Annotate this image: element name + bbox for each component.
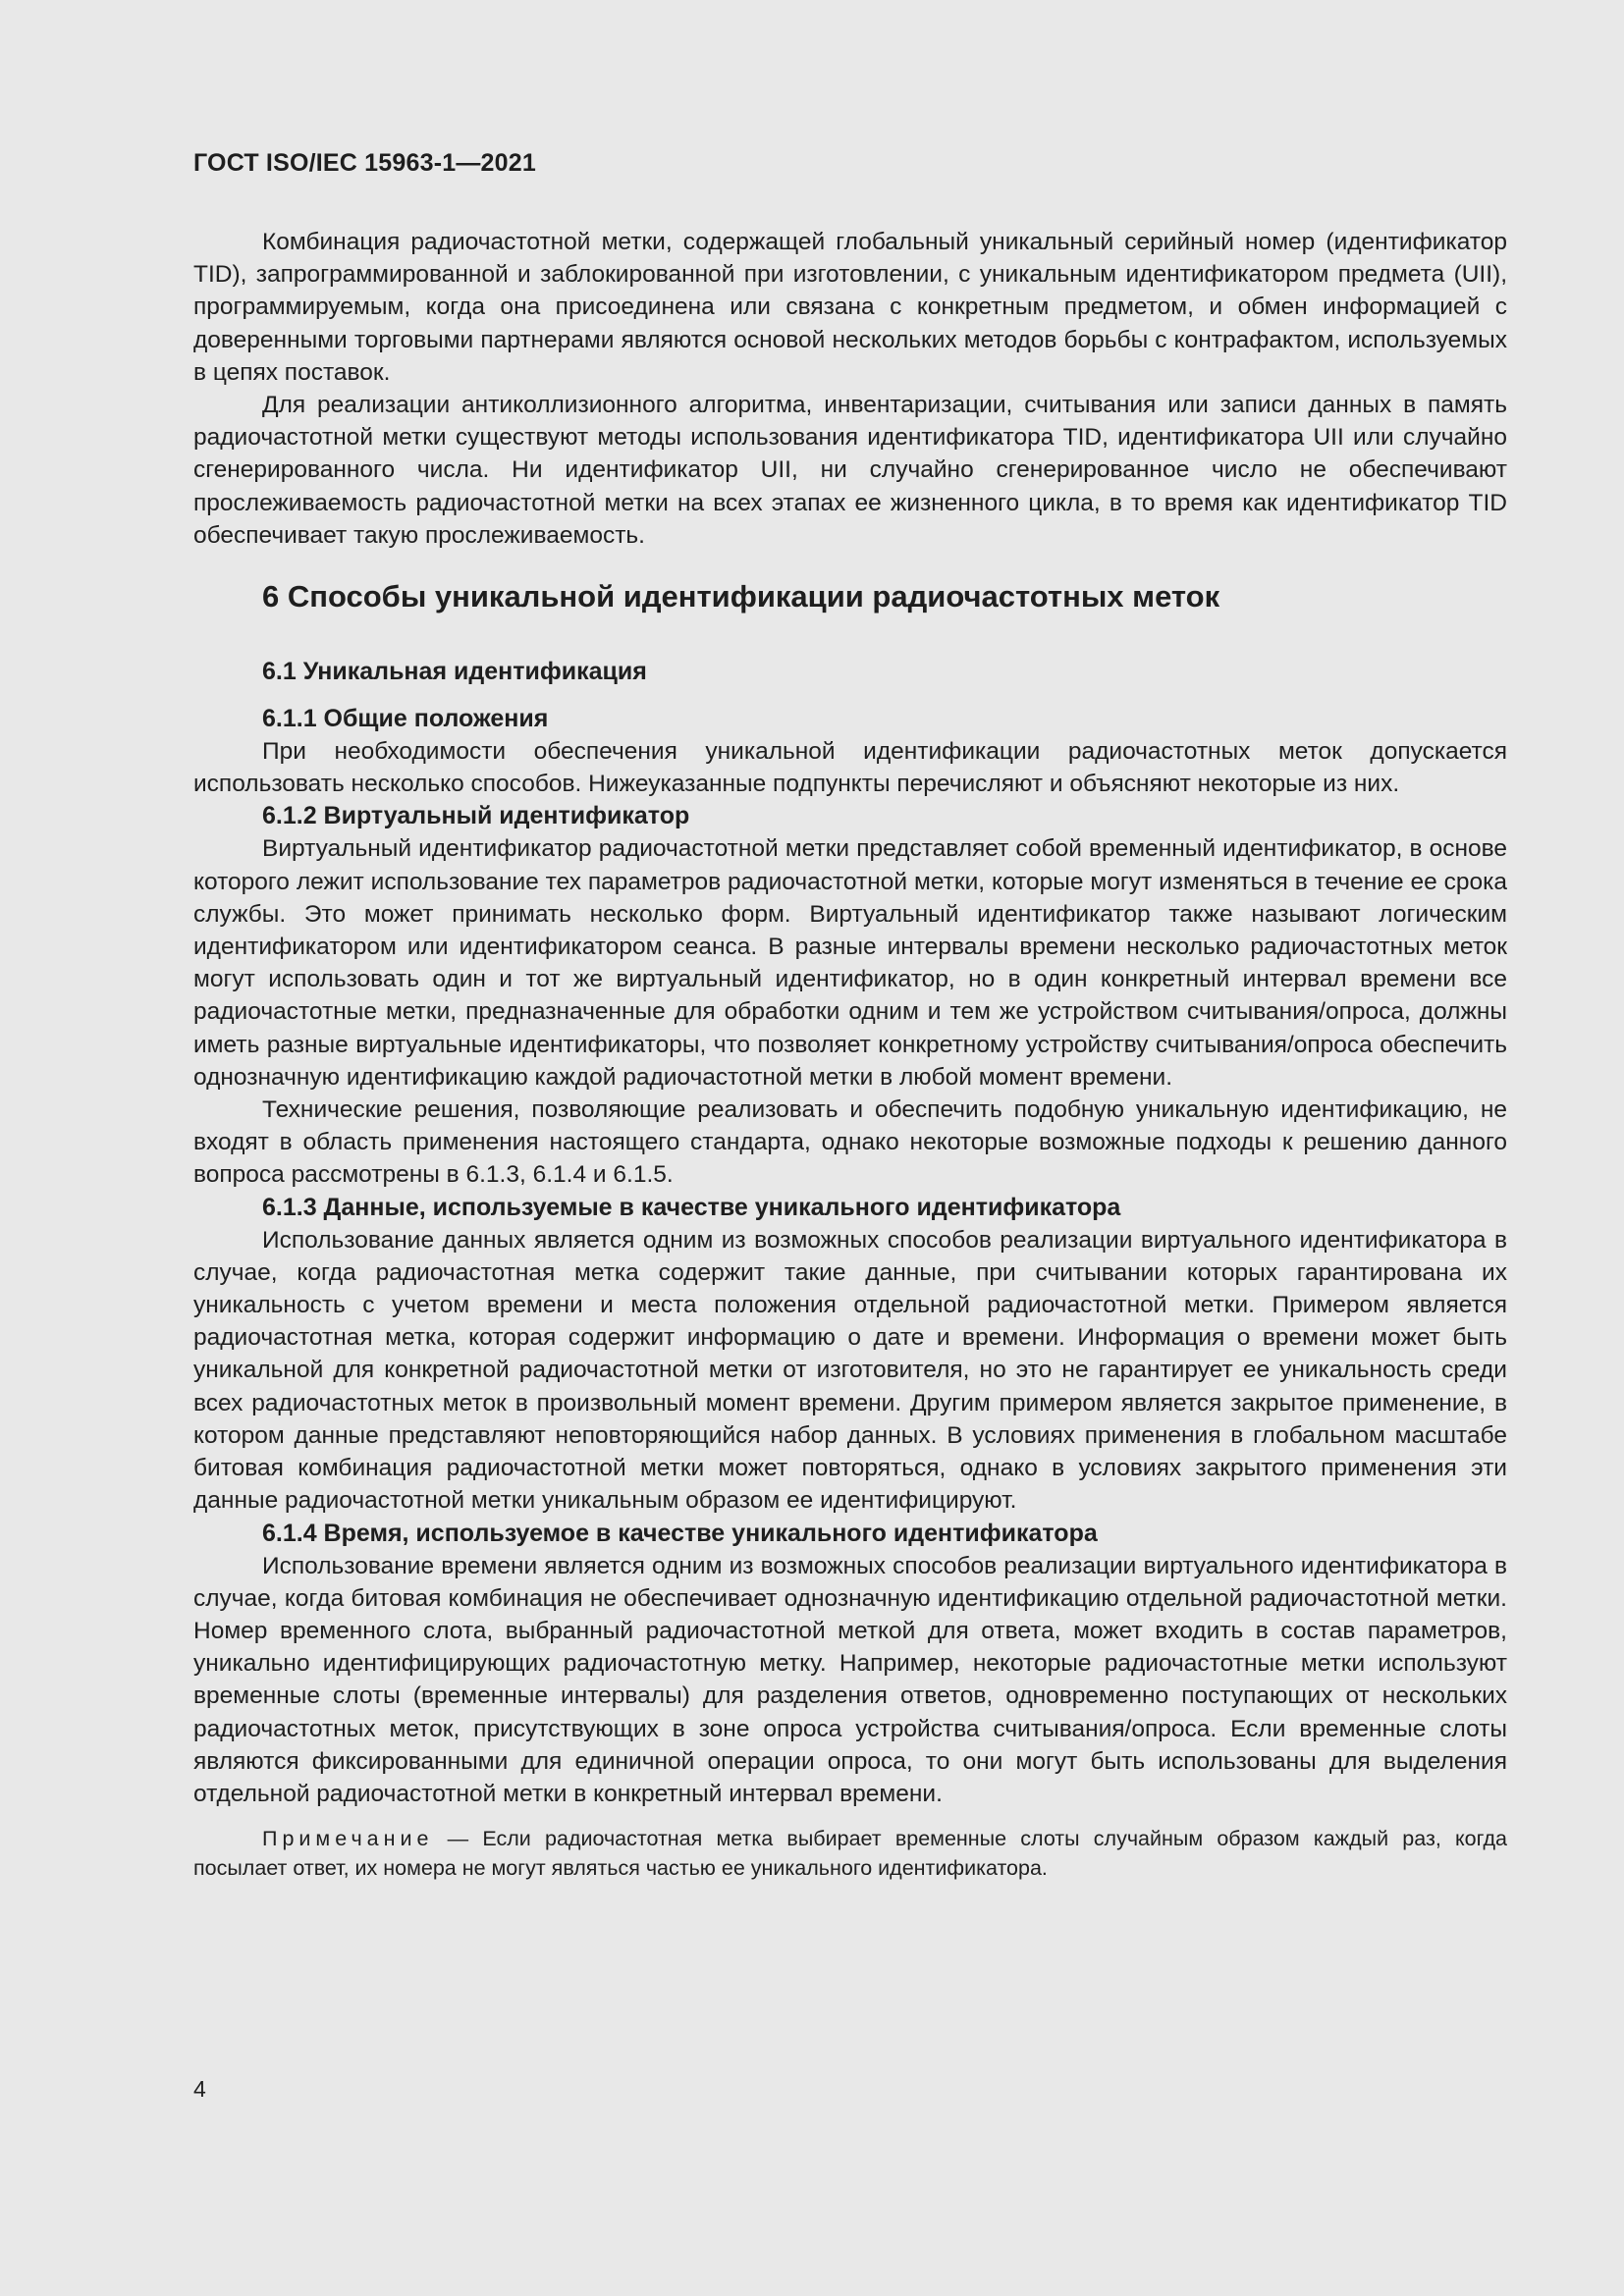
section-6-1-4-title: 6.1.4 Время, используемое в качестве уникального идентификатора bbox=[262, 1519, 1098, 1547]
note-dash: — bbox=[433, 1827, 483, 1851]
section-6-1-title: 6.1 Уникальная идентификация bbox=[262, 658, 647, 686]
document-body bbox=[193, 226, 1507, 1883]
note-text: Если радиочастотная метка выбирает временные слоты случайным образом каждый раз, когда посылает ответ, их номера не могут являться частью ее уникального идентификатора. bbox=[193, 1827, 1507, 1881]
intro-paragraph-1: Комбинация радиочастотной метки, содержащей глобальный уникальный серийный номер (идентификатор TID), запрограммированной и заблокированной при изготовлении, с уникальным идентификатором предмета (UII), программируемым, когда она присоединена или связана с конкретным предметом, и обмен информацией с доверенными торговыми партнерами являются основой нескольких методов борьбы с контрафактом, используемых в цепях поставок. bbox=[193, 229, 1507, 386]
section-6-1-1-paragraph-1: При необходимости обеспечения уникальной идентификации радиочастотных меток допускается использовать несколько способов. Нижеуказанные подпункты перечисляют и объясняют некоторые из них. bbox=[193, 738, 1507, 798]
note bbox=[193, 1824, 1507, 1883]
section-6-1-2-paragraph-2: Технические решения, позволяющие реализовать и обеспечить подобную уникальную идентификацию, не входят в область применения настоящего стандарта, однако некоторые возможные подходы к решению данного вопроса рассмотрены в 6.1.3, 6.1.4 и 6.1.5. bbox=[193, 1096, 1507, 1189]
section-6-1-3-paragraph-1: Использование данных является одним из возможных способов реализации виртуального идентификатора в случае, когда радиочастотная метка содержит такие данные, при считывании которых гарантирована их уникальность с учетом времени и места положения отдельной радиочастотной метки. Примером является радиочастотная метка, которая содержит информацию о дате и времени. Информация о времени может быть уникальной для конкретной радиочастотной метки от изготовителя, но это не гарантирует ее уникальность среди всех радиочастотных меток в произвольный момент времени. Другим примером является закрытое применение, в котором данные представляют неповторяющийся набор данных. В условиях применения в глобальном масштабе битовая комбинация радиочастотной метки может повторяться, однако в условиях закрытого применения эти данные радиочастотной метки уникальным образом ее идентифицируют. bbox=[193, 1226, 1507, 1515]
note-label: Примечание bbox=[262, 1827, 434, 1851]
document-header: ГОСТ ISO/IEC 15963-1—2021 bbox=[193, 149, 536, 177]
section-6-1-1-title: 6.1.1 Общие положения bbox=[262, 705, 549, 733]
page-number: 4 bbox=[193, 2076, 206, 2102]
section-6-title: 6 Способы уникальной идентификации радиочастотных меток bbox=[262, 579, 1220, 614]
section-6-1-4-paragraph-1: Использование времени является одним из возможных способов реализации виртуального идентификатора в случае, когда битовая комбинация не обеспечивает однозначную идентификацию отдельной радиочастотной метки. Номер временного слота, выбранный радиочастотной меткой для ответа, может входить в состав параметров, уникально идентифицирующих радиочастотную метку. Например, некоторые радиочастотные метки используют временные слоты (временные интервалы) для разделения ответов, одновременно поступающих от нескольких радиочастотных меток, присутствующих в зоне опроса устройства считывания/опроса. Если временные слоты являются фиксированными для единичной операции опроса, то они могут быть использованы для выделения отдельной радиочастотной метки в конкретный интервал времени. bbox=[193, 1552, 1507, 1807]
section-6-1-3-title: 6.1.3 Данные, используемые в качестве уникального идентификатора bbox=[262, 1193, 1121, 1221]
section-6-1-2-paragraph-1: Виртуальный идентификатор радиочастотной метки представляет собой временный идентификатор, в основе которого лежит использование тех параметров радиочастотной метки, которые могут изменяться в течение ее срока службы. Это может принимать несколько форм. Виртуальный идентификатор также называют логическим идентификатором или идентификатором сеанса. В разные интервалы времени несколько радиочастотных меток могут использовать один и тот же виртуальный идентификатор, но в один конкретный интервал времени все радиочастотные метки, предназначенные для обработки одним и тем же устройством считывания/опроса, должны иметь разные виртуальные идентификаторы, что позволяет конкретному устройству считывания/опроса обеспечить однозначную идентификацию каждой радиочастотной метки в любой момент времени. bbox=[193, 835, 1507, 1091]
intro-paragraph-2: Для реализации антиколлизионного алгоритма, инвентаризации, считывания или записи данных в память радиочастотной метки существуют методы использования идентификатора TID, идентификатора UII или случайно сгенерированного числа. Ни идентификатор UII, ни случайно сгенерированное число не обеспечивают прослеживаемость радиочастотной метки на всех этапах ее жизненного цикла, в то время как идентификатор TID обеспечивает такую прослеживаемость. bbox=[193, 392, 1507, 549]
section-6-1-2-title: 6.1.2 Виртуальный идентификатор bbox=[262, 802, 690, 830]
